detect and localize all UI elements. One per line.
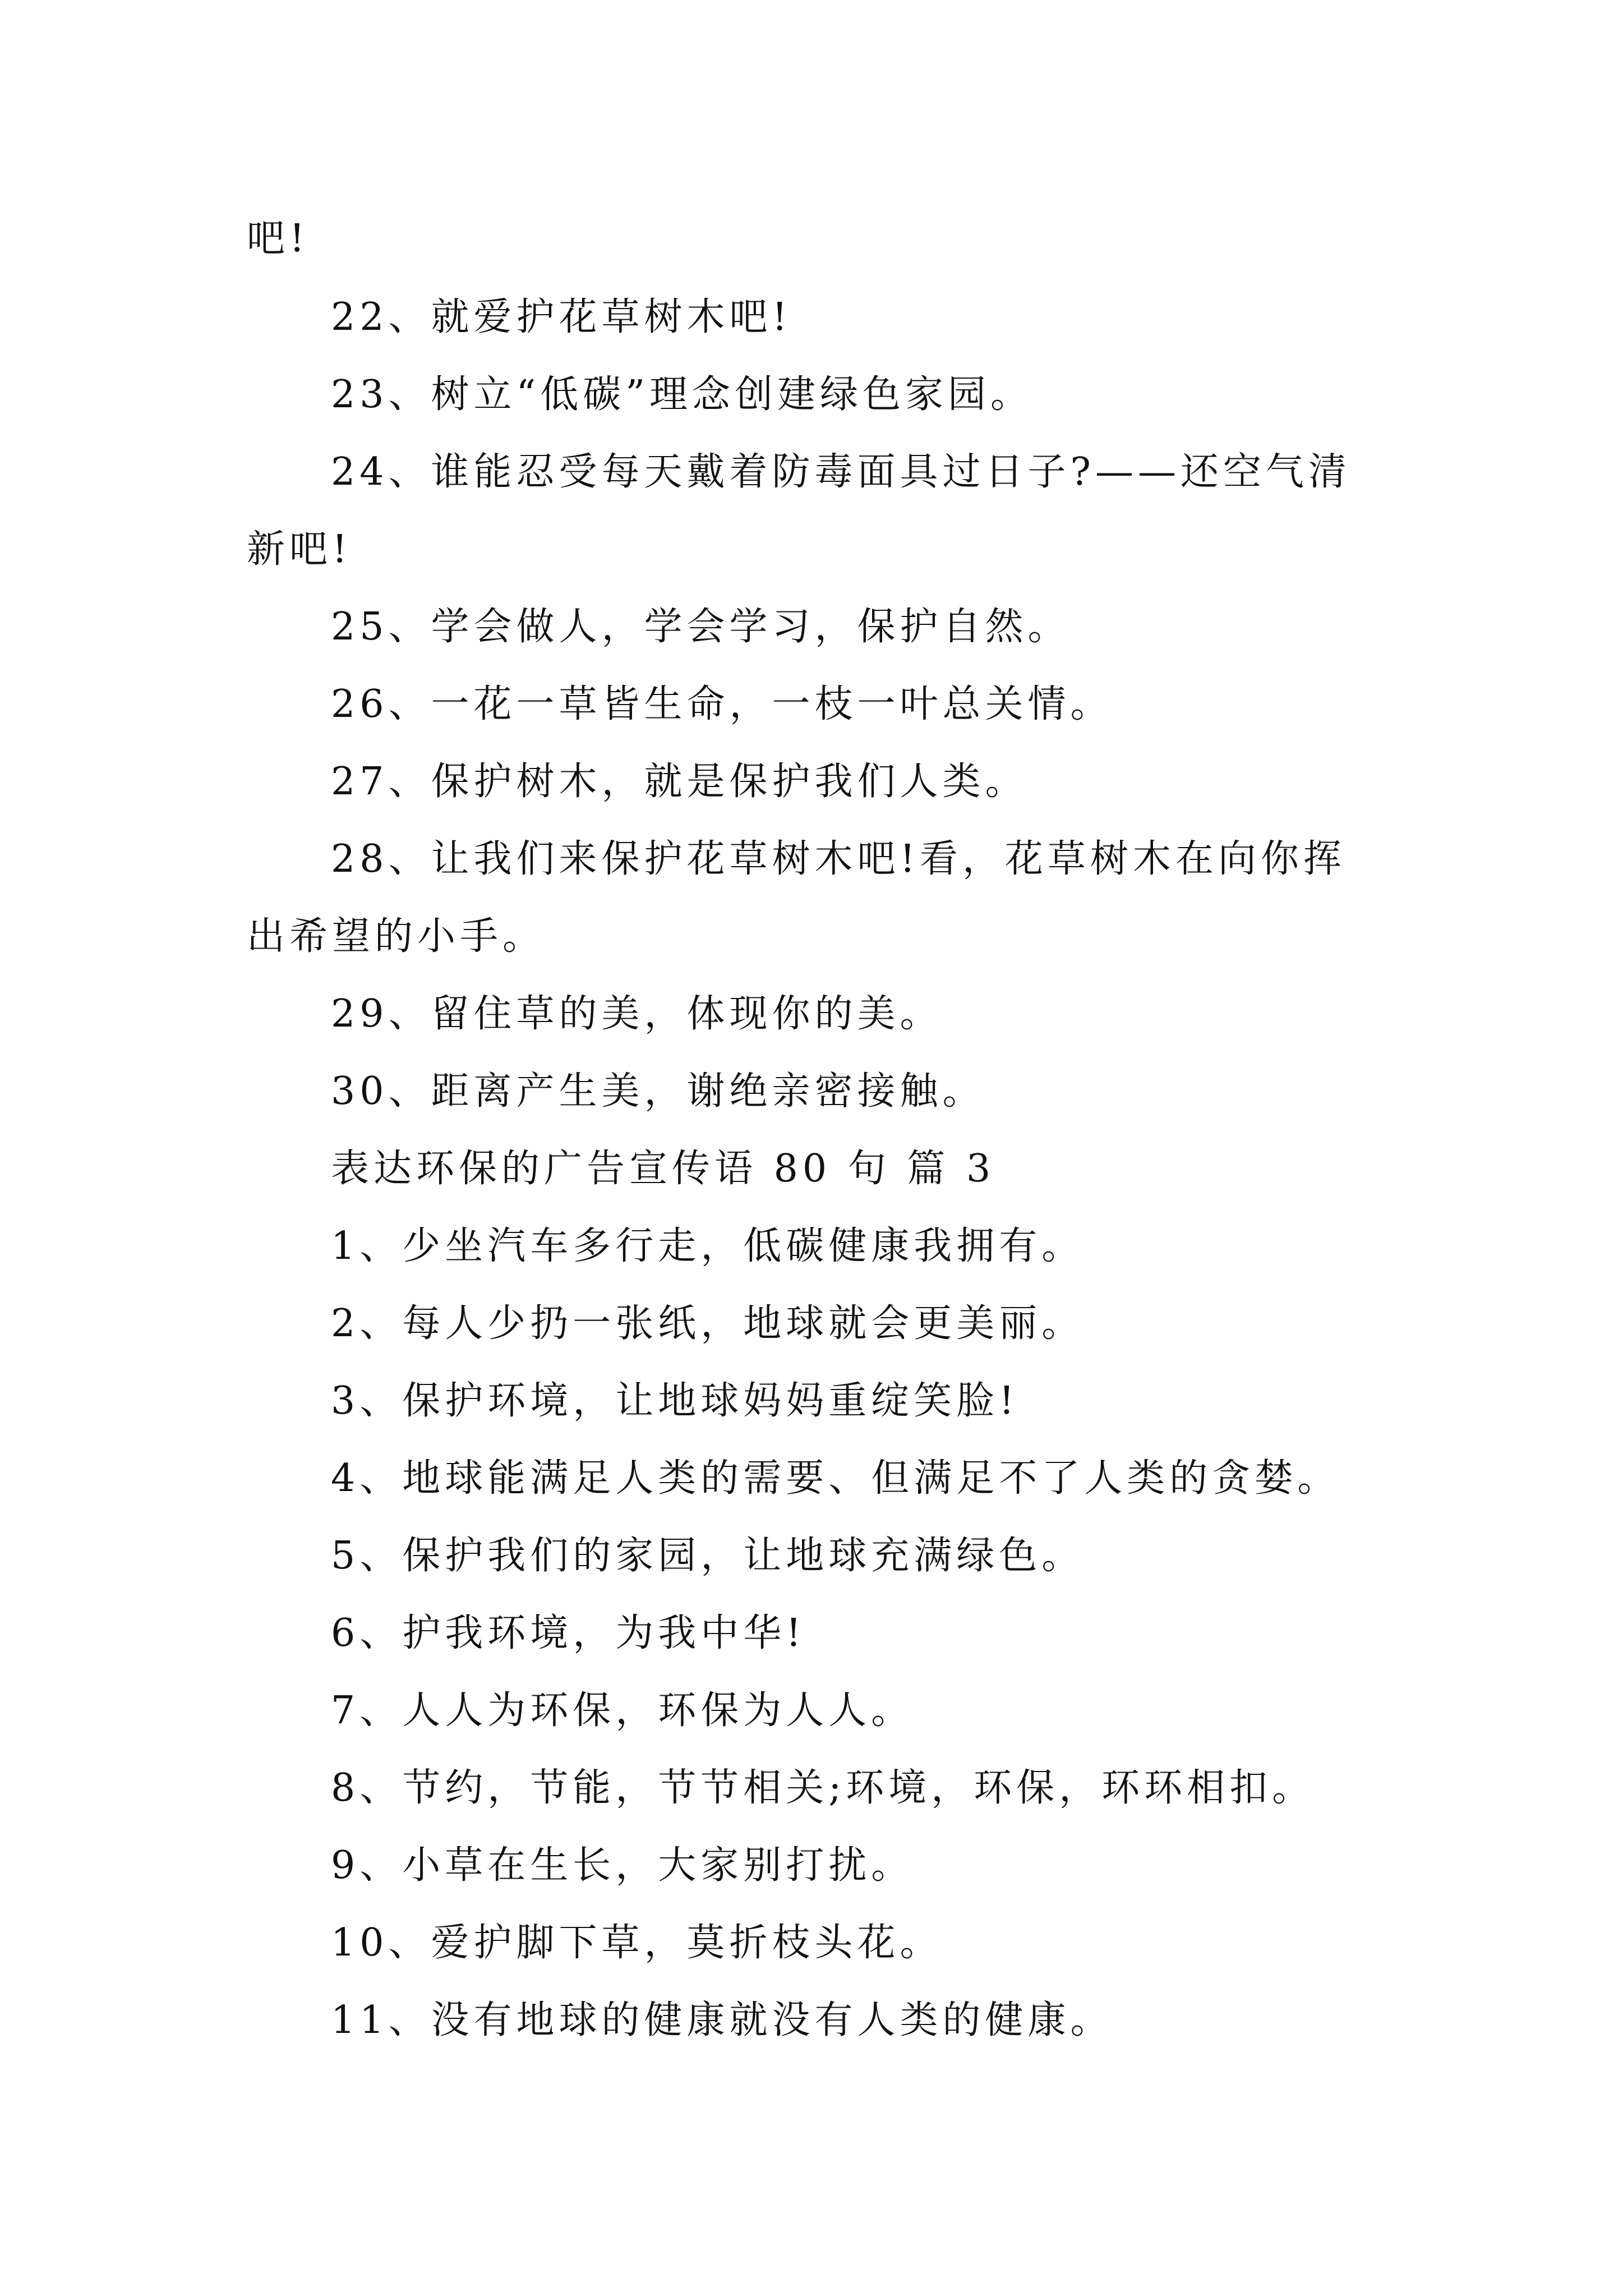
paragraph-line: 29、留住草的美，体现你的美。 <box>331 992 943 1036</box>
paragraph-line: 23、树立“低碳”理念创建绿色家园。 <box>331 372 1034 417</box>
paragraph-line: 1、少坐汽车多行走，低碳健康我拥有。 <box>331 1224 1085 1268</box>
paragraph-line: 22、就爱护花草树木吧! <box>331 295 792 339</box>
paragraph-line: 11、没有地球的健康就没有人类的健康。 <box>331 1998 1113 2042</box>
paragraph-line: 2、每人少扔一张纸，地球就会更美丽。 <box>331 1301 1085 1346</box>
paragraph-line: 8、节约，节能，节节相关;环境，环保，环环相扣。 <box>331 1766 1315 1810</box>
paragraph-line: 27、保护树木，就是保护我们人类。 <box>331 760 1028 804</box>
paragraph-line: 30、距离产生美，谢绝亲密接触。 <box>331 1069 985 1114</box>
paragraph-line: 25、学会做人，学会学习，保护自然。 <box>331 605 1071 649</box>
paragraph-line: 吧! <box>247 217 310 261</box>
paragraph-line: 出希望的小手。 <box>247 914 546 959</box>
paragraph-line: 26、一花一草皆生命，一枝一叶总关情。 <box>331 682 1113 726</box>
paragraph-line: 3、保护环境，让地球妈妈重绽笑脸! <box>331 1379 1019 1423</box>
paragraph-line: 新吧! <box>247 527 352 572</box>
section-heading: 表达环保的广告宣传语 80 句 篇 3 <box>331 1147 995 1191</box>
paragraph-line: 5、保护我们的家园，让地球充满绿色。 <box>331 1534 1085 1578</box>
paragraph-line: 7、人人为环保，环保为人人。 <box>331 1688 914 1733</box>
paragraph-line: 9、小草在生长，大家别打扰。 <box>331 1843 914 1888</box>
paragraph-line: 24、谁能忍受每天戴着防毒面具过日子?——还空气清 <box>331 450 1351 494</box>
paragraph-line: 10、爱护脚下草，莫折枝头花。 <box>331 1921 943 1965</box>
paragraph-line: 4、地球能满足人类的需要、但满足不了人类的贪婪。 <box>331 1456 1340 1501</box>
paragraph-line: 28、让我们来保护花草树木吧!看，花草树木在向你挥 <box>331 837 1346 881</box>
paragraph-line: 6、护我环境，为我中华! <box>331 1611 806 1655</box>
